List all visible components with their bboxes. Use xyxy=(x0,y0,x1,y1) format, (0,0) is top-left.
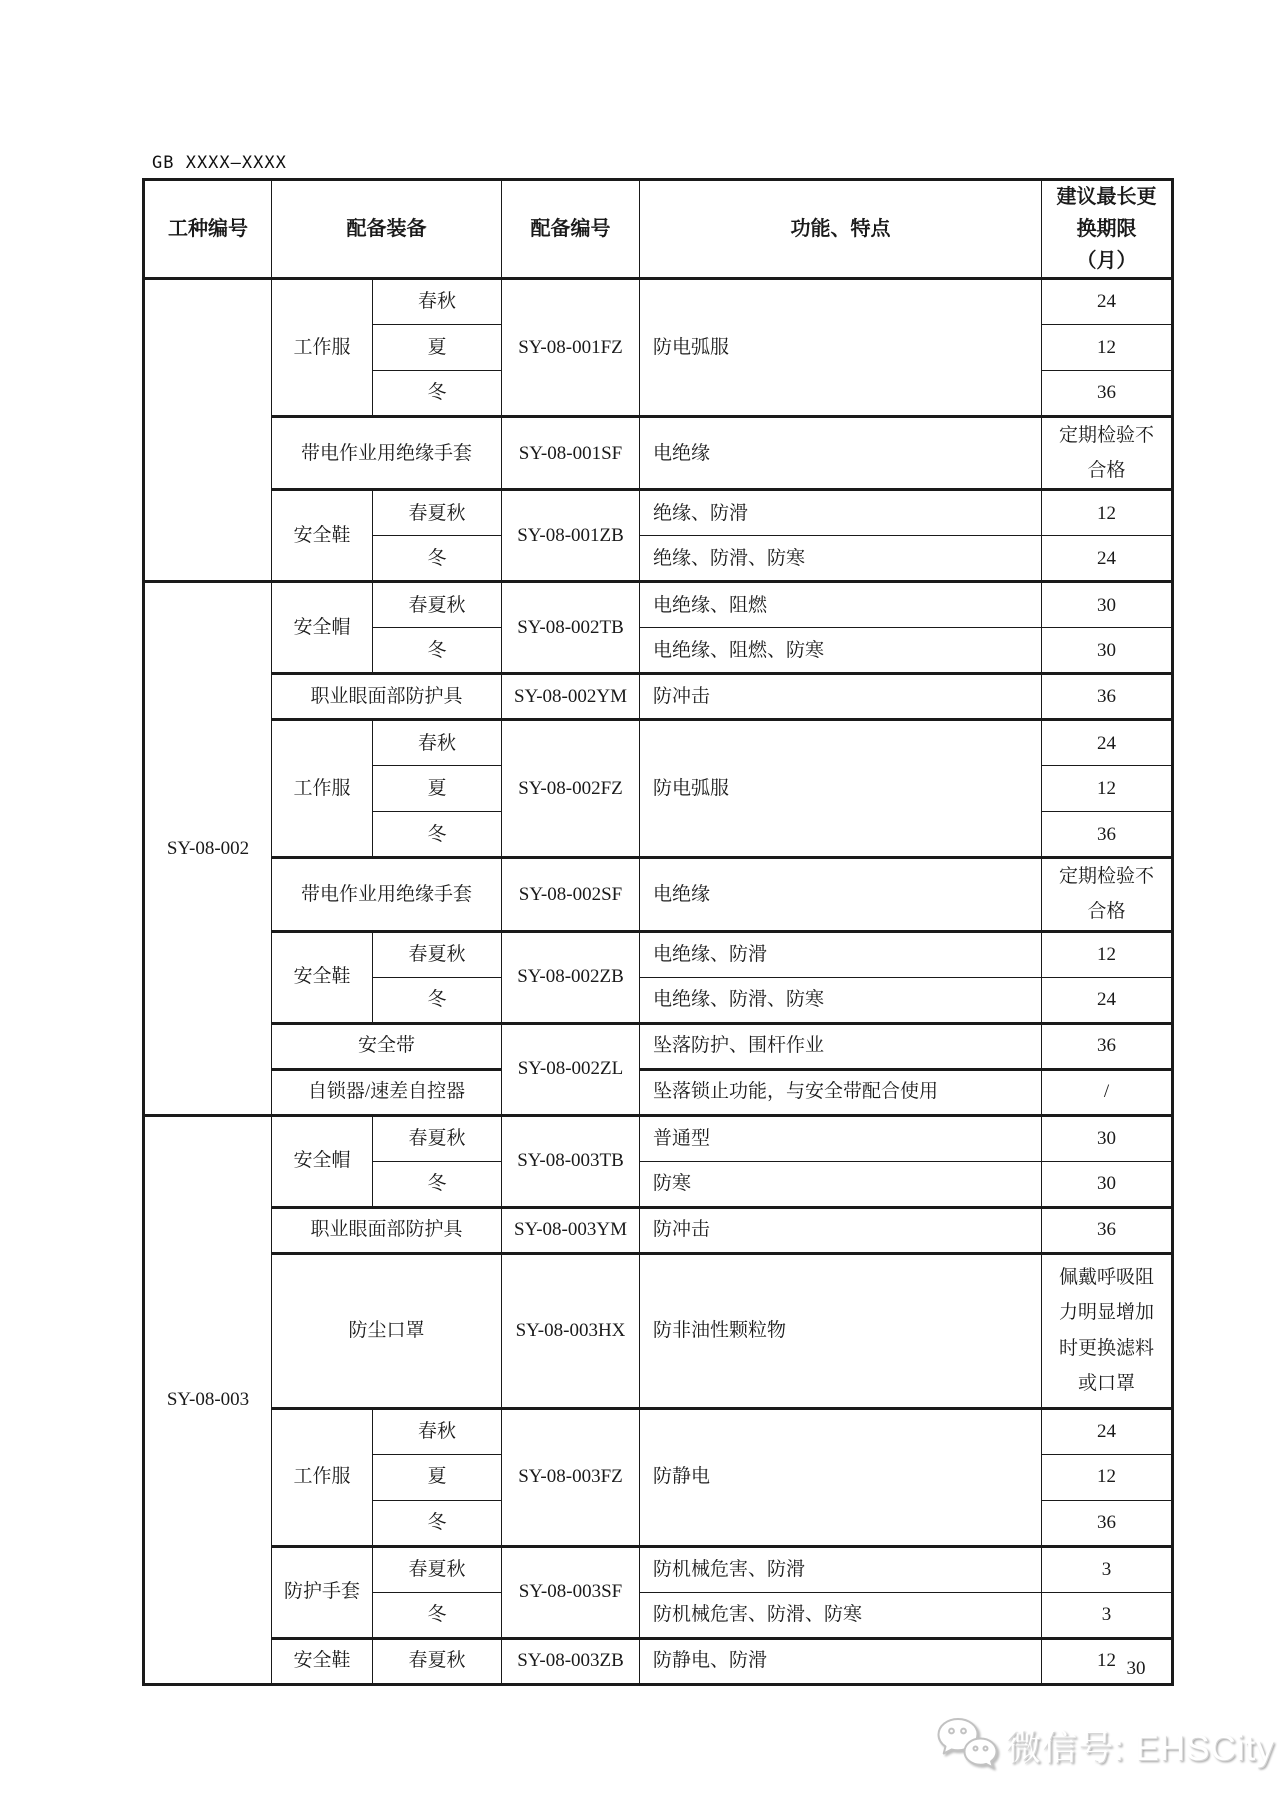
cell-job-id: SY-08-003 xyxy=(144,1115,272,1684)
cell-item: 安全带 xyxy=(272,1023,502,1069)
cell-season: 夏 xyxy=(373,766,502,812)
cell-code: SY-08-001ZB xyxy=(502,490,640,582)
cell-features: 电绝缘、防滑 xyxy=(640,931,1042,977)
cell-code: SY-08-003SF xyxy=(502,1546,640,1638)
watermark-label: 微信号: EHSCity xyxy=(1006,1729,1275,1768)
watermark xyxy=(936,1716,1275,1776)
cell-period: 12 xyxy=(1042,766,1173,812)
wechat-icon xyxy=(936,1717,998,1776)
cell-season: 春夏秋 xyxy=(373,582,502,628)
cell-season: 夏 xyxy=(373,325,502,371)
cell-item: 职业眼面部防护具 xyxy=(272,674,502,720)
cell-period: 30 xyxy=(1042,1161,1173,1207)
header-max-replacement: 建议最长更换期限（月） xyxy=(1042,180,1173,279)
cell-season: 冬 xyxy=(373,628,502,674)
cell-equipment: 防护手套 xyxy=(272,1546,373,1638)
cell-job-id: SY-08-002 xyxy=(144,582,272,1115)
cell-period: 12 xyxy=(1042,931,1173,977)
cell-features: 防机械危害、防滑 xyxy=(640,1546,1042,1592)
page-number: 30 xyxy=(1126,1658,1146,1679)
cell-equipment: 安全鞋 xyxy=(272,931,373,1023)
cell-season: 春夏秋 xyxy=(373,1115,502,1161)
cell-features: 防电弧服 xyxy=(640,279,1042,417)
cell-equipment: 工作服 xyxy=(272,279,373,417)
cell-code: SY-08-002ZL xyxy=(502,1023,640,1115)
cell-code: SY-08-003FZ xyxy=(502,1408,640,1546)
cell-code: SY-08-003HX xyxy=(502,1253,640,1408)
table-row xyxy=(144,417,1173,490)
cell-features: 绝缘、防滑、防寒 xyxy=(640,536,1042,582)
cell-item: 带电作业用绝缘手套 xyxy=(272,858,502,931)
cell-features: 电绝缘 xyxy=(640,858,1042,931)
table-row xyxy=(144,1546,1173,1592)
cell-period: 36 xyxy=(1042,812,1173,858)
table-row xyxy=(144,858,1173,931)
cell-season: 春夏秋 xyxy=(373,931,502,977)
cell-season: 春夏秋 xyxy=(373,490,502,536)
table-row xyxy=(144,1253,1173,1408)
table-row xyxy=(144,582,1173,628)
cell-equipment: 安全鞋 xyxy=(272,490,373,582)
table-row xyxy=(144,674,1173,720)
cell-season: 夏 xyxy=(373,1454,502,1500)
cell-features: 绝缘、防滑 xyxy=(640,490,1042,536)
table-row xyxy=(144,1408,1173,1454)
cell-code: SY-08-003ZB xyxy=(502,1638,640,1684)
cell-period: 36 xyxy=(1042,1023,1173,1069)
cell-period: 12 xyxy=(1042,325,1173,371)
cell-period: 12 xyxy=(1042,1454,1173,1500)
cell-period: 30 xyxy=(1042,628,1173,674)
header-job-id: 工种编号 xyxy=(144,180,272,279)
table-row xyxy=(144,1069,1173,1115)
cell-season: 冬 xyxy=(373,977,502,1023)
cell-period: 12 xyxy=(1042,1638,1173,1684)
table-row xyxy=(144,1207,1173,1253)
cell-code: SY-08-002SF xyxy=(502,858,640,931)
cell-item: 防尘口罩 xyxy=(272,1253,502,1408)
cell-season: 冬 xyxy=(373,1161,502,1207)
equipment-table xyxy=(142,178,1174,1686)
cell-code: SY-08-001FZ xyxy=(502,279,640,417)
table-row xyxy=(144,1023,1173,1069)
header-equipment-code: 配备编号 xyxy=(502,180,640,279)
cell-code: SY-08-002ZB xyxy=(502,931,640,1023)
cell-period: 24 xyxy=(1042,536,1173,582)
cell-code: SY-08-002YM xyxy=(502,674,640,720)
header-features: 功能、特点 xyxy=(640,180,1042,279)
cell-features: 电绝缘、防滑、防寒 xyxy=(640,977,1042,1023)
table-row xyxy=(144,1638,1173,1684)
cell-period: 3 xyxy=(1042,1546,1173,1592)
header-equipment: 配备装备 xyxy=(272,180,502,279)
cell-job-id xyxy=(144,279,272,582)
cell-features: 防静电 xyxy=(640,1408,1042,1546)
cell-season: 春秋 xyxy=(373,1408,502,1454)
cell-item: 带电作业用绝缘手套 xyxy=(272,417,502,490)
cell-season: 冬 xyxy=(373,1500,502,1546)
table-row xyxy=(144,1115,1173,1161)
cell-period: 3 xyxy=(1042,1592,1173,1638)
cell-period: 36 xyxy=(1042,1207,1173,1253)
cell-equipment: 安全帽 xyxy=(272,582,373,674)
cell-equipment: 工作服 xyxy=(272,1408,373,1546)
cell-season: 冬 xyxy=(373,371,502,417)
cell-features: 防机械危害、防滑、防寒 xyxy=(640,1592,1042,1638)
cell-features: 防冲击 xyxy=(640,674,1042,720)
cell-period: 24 xyxy=(1042,720,1173,766)
cell-features: 防静电、防滑 xyxy=(640,1638,1042,1684)
cell-period: 36 xyxy=(1042,674,1173,720)
cell-features: 防寒 xyxy=(640,1161,1042,1207)
cell-features: 电绝缘、阻燃 xyxy=(640,582,1042,628)
cell-features: 防电弧服 xyxy=(640,720,1042,858)
cell-features: 防非油性颗粒物 xyxy=(640,1253,1042,1408)
cell-period: 定期检验不合格 xyxy=(1042,417,1173,490)
cell-features: 电绝缘 xyxy=(640,417,1042,490)
cell-period: 30 xyxy=(1042,582,1173,628)
header-row xyxy=(144,180,1173,279)
cell-equipment: 工作服 xyxy=(272,720,373,858)
cell-period: 12 xyxy=(1042,490,1173,536)
cell-period: 24 xyxy=(1042,279,1173,325)
cell-season: 春秋 xyxy=(373,720,502,766)
cell-features: 坠落锁止功能，与安全带配合使用 xyxy=(640,1069,1042,1115)
cell-equipment: 安全鞋 xyxy=(272,1638,373,1684)
cell-item: 自锁器/速差自控器 xyxy=(272,1069,502,1115)
standard-number: GB XXXX—XXXX xyxy=(152,153,287,173)
cell-period: 24 xyxy=(1042,1408,1173,1454)
cell-code: SY-08-003TB xyxy=(502,1115,640,1207)
cell-code: SY-08-001SF xyxy=(502,417,640,490)
cell-features: 坠落防护、围杆作业 xyxy=(640,1023,1042,1069)
cell-period: 30 xyxy=(1042,1115,1173,1161)
cell-season: 冬 xyxy=(373,536,502,582)
cell-period: 定期检验不合格 xyxy=(1042,858,1173,931)
cell-code: SY-08-002TB xyxy=(502,582,640,674)
cell-features: 普通型 xyxy=(640,1115,1042,1161)
table-row xyxy=(144,490,1173,536)
table-row xyxy=(144,279,1173,325)
cell-features: 电绝缘、阻燃、防寒 xyxy=(640,628,1042,674)
cell-equipment: 安全帽 xyxy=(272,1115,373,1207)
cell-period: 24 xyxy=(1042,977,1173,1023)
cell-period: 佩戴呼吸阻力明显增加时更换滤料或口罩 xyxy=(1042,1253,1173,1408)
cell-season: 春夏秋 xyxy=(373,1546,502,1592)
cell-item: 职业眼面部防护具 xyxy=(272,1207,502,1253)
cell-code: SY-08-002FZ xyxy=(502,720,640,858)
cell-season: 春秋 xyxy=(373,279,502,325)
cell-period: 36 xyxy=(1042,1500,1173,1546)
table-row xyxy=(144,720,1173,766)
cell-period: 36 xyxy=(1042,371,1173,417)
cell-features: 防冲击 xyxy=(640,1207,1042,1253)
cell-season: 冬 xyxy=(373,1592,502,1638)
cell-season: 冬 xyxy=(373,812,502,858)
cell-season: 春夏秋 xyxy=(373,1638,502,1684)
cell-period: / xyxy=(1042,1069,1173,1115)
table-row xyxy=(144,931,1173,977)
cell-code: SY-08-003YM xyxy=(502,1207,640,1253)
